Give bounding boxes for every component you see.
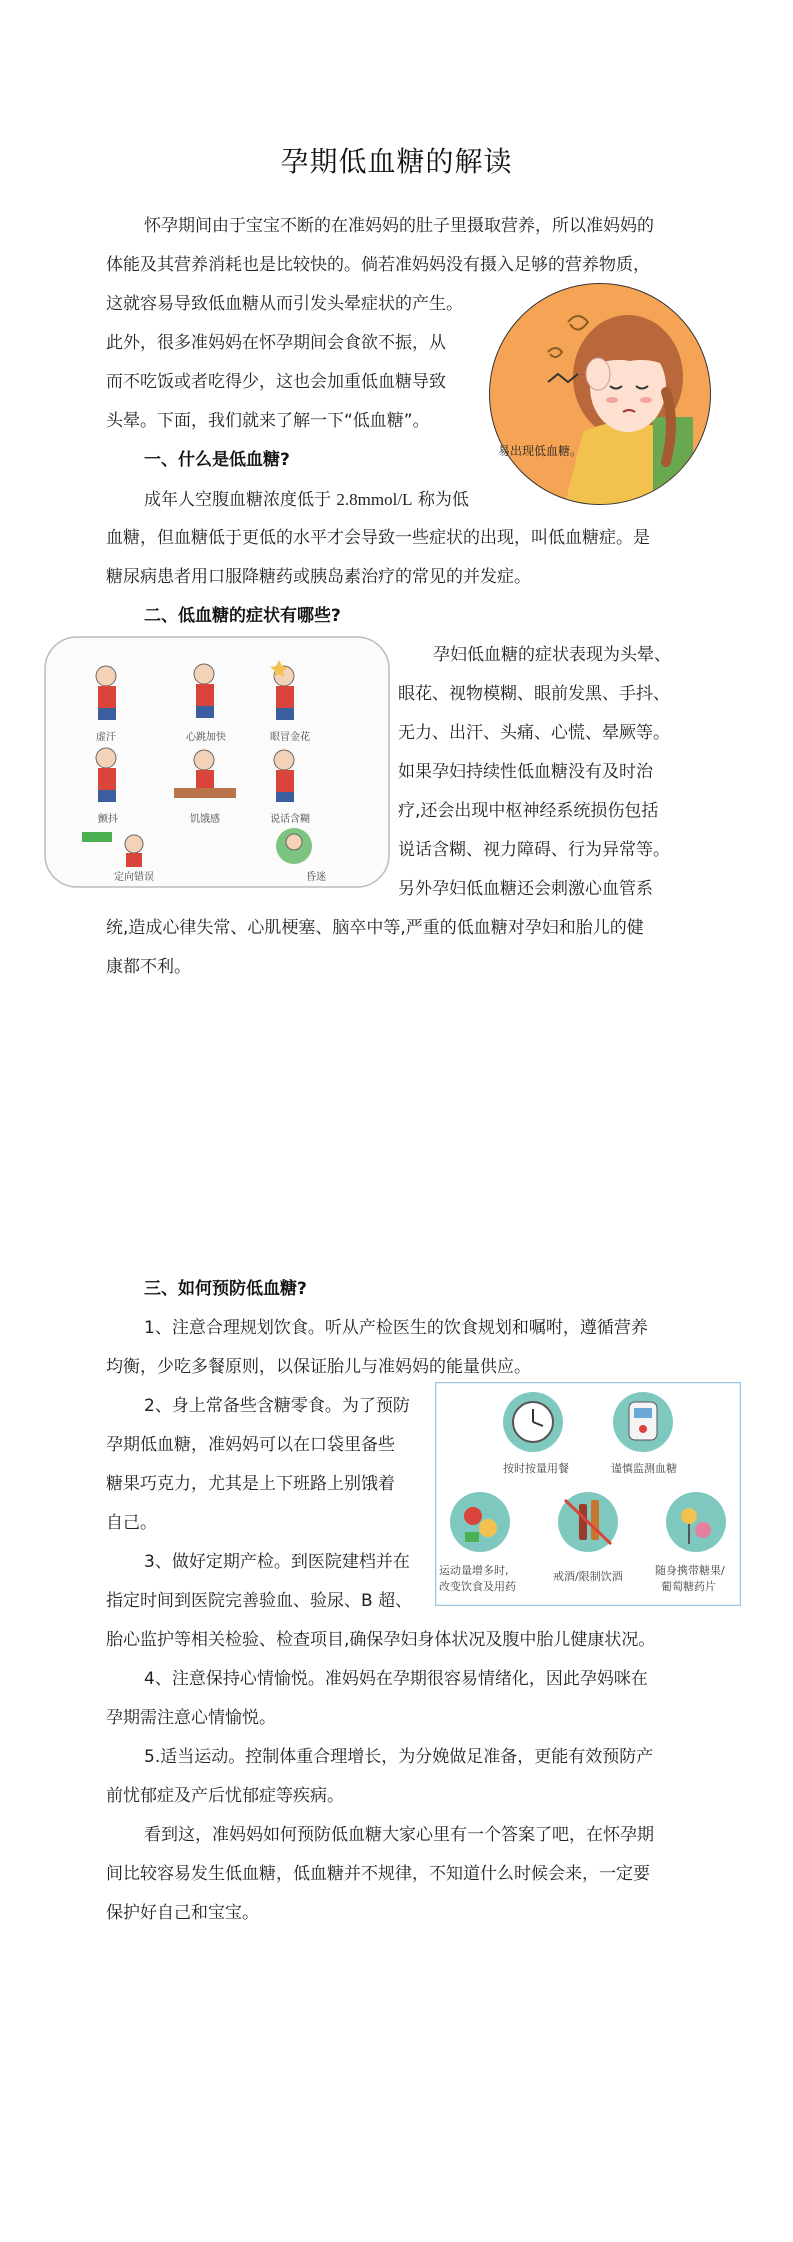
section2-line-2: 眼花、视物模糊、眼前发黑、手抖、 (398, 684, 670, 704)
label-hunger: 饥饿感 (190, 814, 220, 825)
article-title: 孕期低血糖的解读 (280, 145, 513, 178)
symptoms-illustration (44, 636, 390, 888)
intro-line-2: 体能及其营养消耗也是比较快的。倘若准妈妈没有摄入足够的营养物质， (106, 255, 650, 275)
prevention-item1-line-2: 均衡，少吃多餐原则，以保证胎儿与准妈妈的能量供应。 (106, 1357, 531, 1377)
label-regular-meals: 按时按量用餐 (503, 1462, 569, 1475)
label-carry-candy-line-2: 葡萄糖药片 (661, 1580, 716, 1593)
prevention-item5-line-1: 5.适当运动。控制体重合理增长，为分娩做足准备，更能有效预防产 (144, 1747, 654, 1767)
figure-heart-racing (194, 664, 214, 718)
label-monitor-glucose: 谨慎监测血糖 (611, 1462, 677, 1475)
prevention-item3-line-2: 指定时间到医院完善验血、验尿、B 超、 (106, 1591, 413, 1611)
prevention-item2-line-1: 2、身上常备些含糖零食。为了预防 (144, 1396, 410, 1416)
prevention-item3-line-3: 胎心监护等相关检验、检查项目,确保孕妇身体状况及腹中胎儿健康状况。 (106, 1630, 656, 1650)
prevention-item1-line-1: 1、注意合理规划饮食。听从产检医生的饮食规划和嘱咐，遵循营养 (144, 1318, 648, 1338)
dizzy-woman-illustration (488, 282, 713, 507)
intro-line-4: 此外，很多准妈妈在怀孕期间会食欲不振，从 (106, 333, 446, 353)
figure-slurred-speech (274, 750, 294, 802)
section1-heading: 一、什么是低血糖? (144, 450, 290, 470)
conclusion-line-3: 保护好自己和宝宝。 (106, 1903, 259, 1923)
label-coma: 昏迷 (306, 872, 326, 883)
candy-icon (666, 1492, 726, 1552)
figure-coma (276, 828, 312, 864)
section1-line-1: 成年人空腹血糖浓度低于 2.8mmol/L 称为低 (144, 490, 469, 510)
section2-heading: 二、低血糖的症状有哪些? (144, 606, 341, 626)
label-trembling: 颤抖 (98, 814, 118, 825)
label-sweating: 虚汗 (96, 732, 116, 743)
figure-trembling (96, 748, 116, 802)
label-slurred-speech: 说话含糊 (270, 814, 310, 825)
prevention-item5-line-2: 前忧郁症及产后忧郁症等疾病。 (106, 1786, 344, 1806)
section2-line-7: 另外孕妇低血糖还会刺激心血管系 (398, 879, 653, 899)
section2-line-6: 说话含糊、视力障碍、行为异常等。 (398, 840, 670, 860)
intro-line-6: 头晕。下面，我们就来了解一下“低血糖”。 (106, 411, 430, 431)
prevention-item2-line-3: 糖果巧克力，尤其是上下班路上别饿着 (106, 1474, 395, 1494)
intro-line-5: 而不吃饭或者吃得少，这也会加重低血糖导致 (106, 372, 446, 392)
prevention-item3-line-1: 3、做好定期产检。到医院建档并在 (144, 1552, 410, 1572)
section2-line-5: 疗,还会出现中枢神经系统损伤包括 (398, 801, 659, 821)
prevention-item2-line-2: 孕期低血糖，准妈妈可以在口袋里备些 (106, 1435, 395, 1455)
prevention-item2-line-4: 自己。 (106, 1513, 157, 1533)
figure-sweating (96, 666, 116, 720)
section2-line-4: 如果孕妇持续性低血糖没有及时治 (398, 762, 653, 782)
section1-line-2: 血糖，但血糖低于更低的水平才会导致一些症状的出现，叫低血糖症。是 (106, 528, 650, 548)
label-exercise-line-2: 改变饮食及用药 (439, 1580, 516, 1593)
label-limit-alcohol: 戒酒/限制饮酒 (553, 1570, 623, 1583)
illustration-caption: 易出现低血糖。 (498, 444, 583, 458)
intro-line-3: 这就容易导致低血糖从而引发头晕症状的产生。 (106, 294, 463, 314)
clock-icon (503, 1392, 563, 1452)
section2-line-1: 孕妇低血糖的症状表现为头晕、 (433, 645, 671, 665)
label-seeing-stars: 眼冒金花 (270, 732, 310, 743)
wine-bottle-icon (558, 1492, 618, 1552)
label-carry-candy-line-1: 随身携带糖果/ (655, 1564, 725, 1577)
label-exercise-line-1: 运动量增多时, (439, 1564, 509, 1577)
section2-line-8: 统,造成心律失常、心肌梗塞、脑卒中等,严重的低血糖对孕妇和胎儿的健 (106, 918, 644, 938)
prevention-item4-line-2: 孕期需注意心情愉悦。 (106, 1708, 276, 1728)
section3-heading: 三、如何预防低血糖? (144, 1279, 307, 1299)
intro-line-1: 怀孕期间由于宝宝不断的在准妈妈的肚子里摄取营养，所以准妈妈的 (144, 216, 654, 236)
conclusion-line-1: 看到这，准妈妈如何预防低血糖大家心里有一个答案了吧，在怀孕期 (144, 1825, 654, 1845)
section1-line-3: 糖尿病患者用口服降糖药或胰岛素治疗的常见的并发症。 (106, 567, 531, 587)
food-icon (450, 1492, 510, 1552)
prevention-item4-line-1: 4、注意保持心情愉悦。准妈妈在孕期很容易情绪化，因此孕妈咪在 (144, 1669, 648, 1689)
label-disorientation: 定向错误 (114, 872, 154, 883)
prevention-illustration (435, 1382, 741, 1606)
conclusion-line-2: 间比较容易发生低血糖，低血糖并不规律，不知道什么时候会来，一定要 (106, 1864, 650, 1884)
section2-line-3: 无力、出汗、头痛、心慌、晕厥等。 (398, 723, 670, 743)
glucose-meter-icon (613, 1392, 673, 1452)
section2-line-9: 康都不利。 (106, 957, 191, 977)
label-heart-racing: 心跳加快 (186, 732, 226, 743)
